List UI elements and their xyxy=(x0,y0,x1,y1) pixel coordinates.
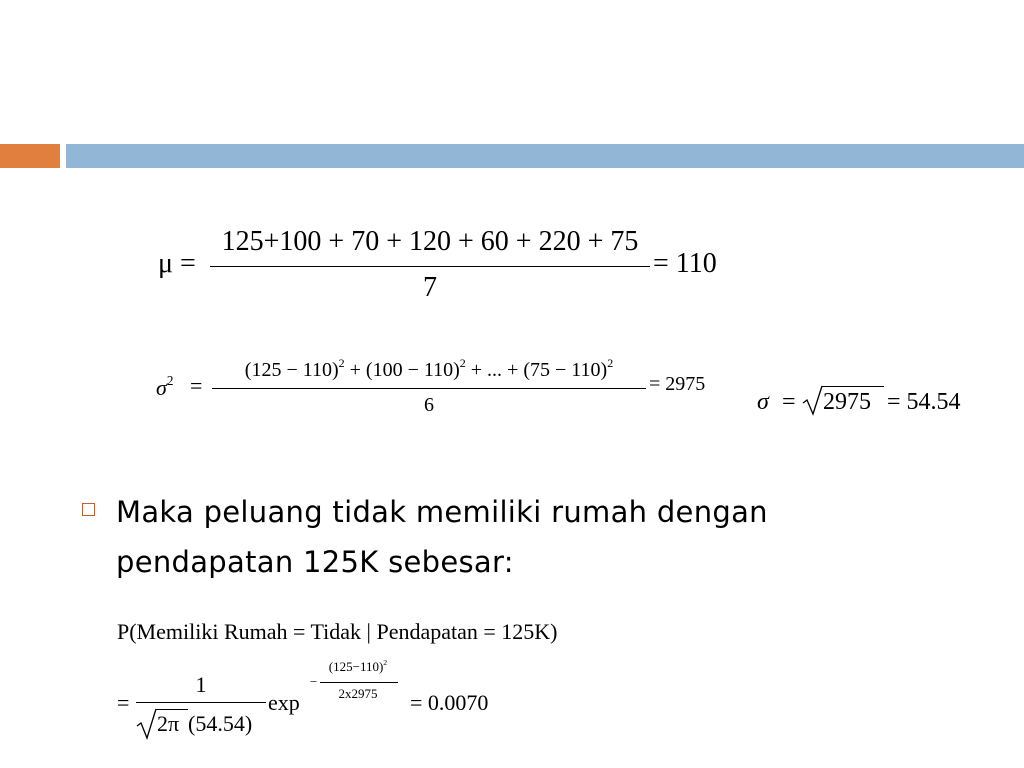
sigma-symbol: σ xyxy=(156,374,167,400)
sqrt-overline xyxy=(822,386,884,387)
variance-term-1-exp: 2 xyxy=(338,356,345,370)
probability-result: = 0.0070 xyxy=(410,690,489,715)
mean-denominator: 7 xyxy=(423,272,437,303)
bullet-text: Maka peluang tidak memiliki rumah dengan pendapatan 125K sebesar: xyxy=(116,495,768,579)
exp-label: exp xyxy=(268,690,300,715)
variance-term-3-exp: 2 xyxy=(607,356,614,370)
sqrt-sign-icon xyxy=(802,384,824,416)
stddev-sigma: σ xyxy=(757,389,769,415)
exp-numerator xyxy=(318,658,398,675)
stddev-radicand: 2975 xyxy=(823,389,871,415)
variance-eq: = xyxy=(190,373,203,398)
variance-term-2-exp: 2 xyxy=(459,356,466,370)
exp-denominator: 2x2975 xyxy=(338,686,378,701)
variance-denominator: 6 xyxy=(424,394,434,416)
stddev-eq: = xyxy=(782,389,796,415)
variance-result: = 2975 xyxy=(649,373,706,395)
sqrt-sign-icon xyxy=(136,706,158,740)
mean-numerator: 125+100 + 70 + 120 + 60 + 220 + 75 xyxy=(221,226,639,257)
probability-paren-value: (54.54) xyxy=(188,711,253,736)
variance-fraction-line xyxy=(212,388,646,389)
variance-term-1: (125 − 110) xyxy=(244,359,339,381)
exp-minus-sign: − xyxy=(310,674,318,689)
variance-numerator xyxy=(210,356,648,382)
mean-fraction-line xyxy=(210,266,650,267)
variance-term-3: + ... + (75 − 110) xyxy=(465,359,608,381)
probability-expression: P(Memiliki Rumah = Tidak | Pendapatan = 125K) xyxy=(117,619,558,644)
sqrt-overline xyxy=(156,709,188,710)
exp-numerator-base: (125−110) xyxy=(328,658,384,674)
probability-sqrt-content: 2π xyxy=(157,711,180,736)
variance-exponent: 2 xyxy=(166,373,174,388)
square-bullet-icon xyxy=(82,503,95,516)
variance-term-2: + (100 − 110) xyxy=(344,359,460,381)
exp-numerator-power: 2 xyxy=(383,658,388,667)
probability-fraction-line xyxy=(136,702,266,703)
stddev-result: = 54.54 xyxy=(887,389,961,415)
accent-bar-orange xyxy=(0,144,60,168)
mean-result: = 110 xyxy=(653,248,717,279)
mean-lhs: μ = xyxy=(158,248,196,279)
variance-lhs xyxy=(156,373,173,401)
probability-frac-numerator: 1 xyxy=(195,672,207,697)
accent-bar-blue xyxy=(66,144,1024,168)
probability-eq: = xyxy=(117,690,130,715)
exp-fraction-line xyxy=(320,682,398,683)
